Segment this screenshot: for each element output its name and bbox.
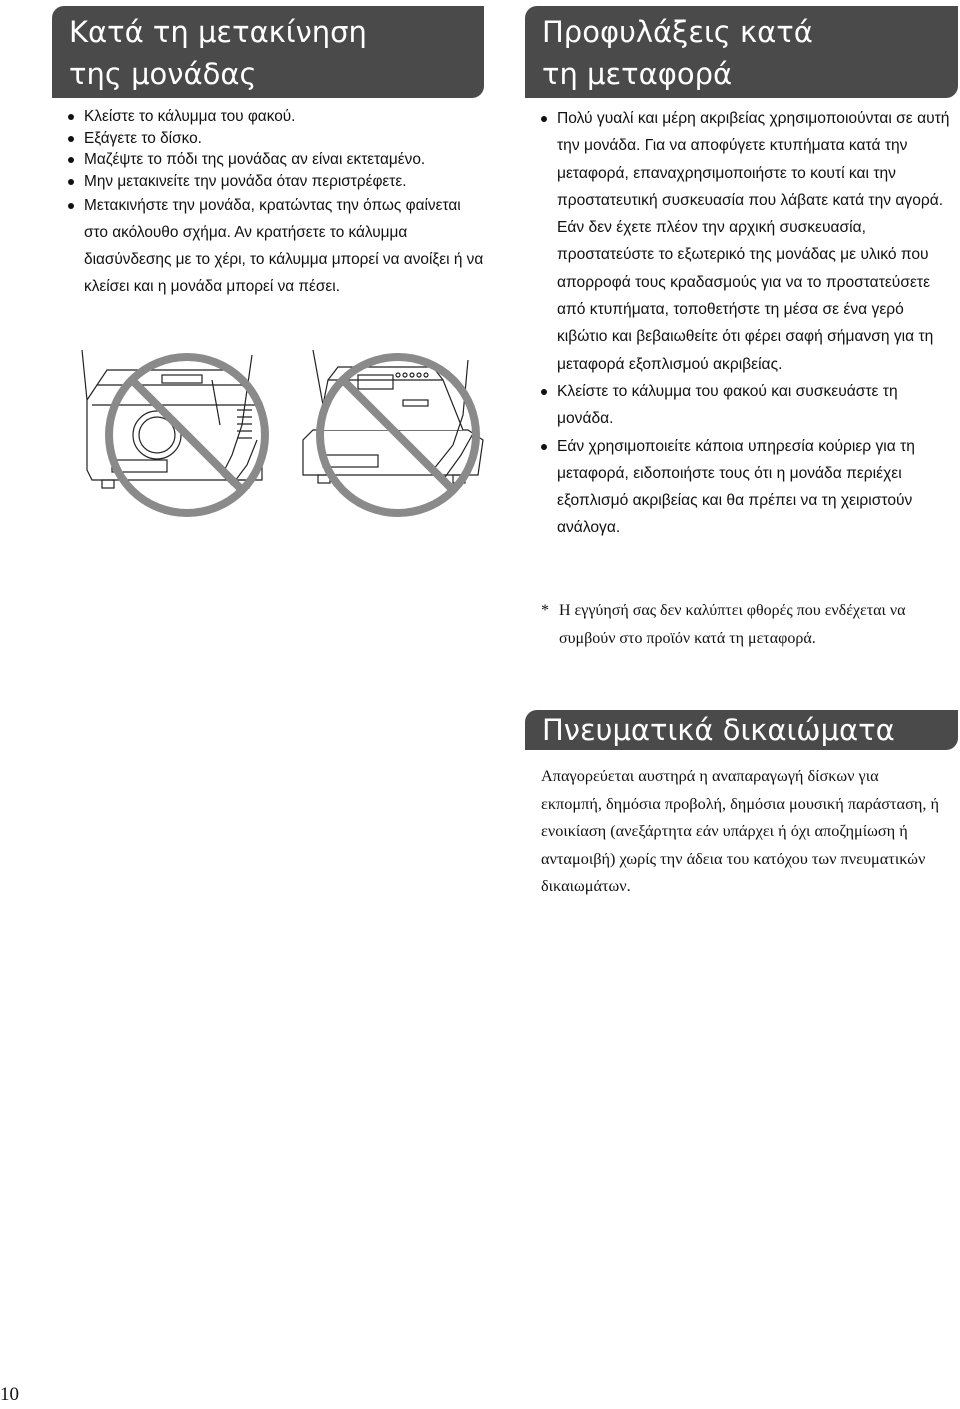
moving-unit-list — [68, 106, 488, 300]
copyright-heading — [525, 710, 958, 750]
transport-precautions-heading — [525, 6, 958, 98]
list-item: Πολύ γυαλί και μέρη ακριβείας χρησιμοποιούνται σε αυτή την μονάδα. Για να αποφύγετε κτυπήματα κατά την μεταφορά, επαναχρησιμοποιήστε το κουτί και την προστατευτική συσκευασία που λάβατε κατά την αγορά. Εάν δεν έχετε πλέον την αρχική συσκευασία, προστατεύστε το εξωτερικό της μονάδας με υλικό που απορροφά τους κραδασμούς για να το προστατεύσετε από κτυπήματα, τοποθετήστε τη μέσα σε ένα γερό κιβώτιο και βεβαιωθείτε ότι φέρει σαφή σήμανση για τη μεταφορά εξοπλισμού ακριβείας. — [541, 105, 951, 378]
list-item: Μαζέψτε το πόδι της μονάδας αν είναι εκτεταμένο. — [68, 149, 488, 171]
list-item: Εάν χρησιμοποιείτε κάποια υπηρεσία κούριερ για τη μεταφορά, ειδοποιήστε τους ότι η μονάδα περιέχει εξοπλισμό ακριβείας και θα πρέπει να τη χειριστούν ανάλογα. — [541, 433, 951, 542]
list-item: Κλείστε το κάλυμμα του φακού και συσκευάστε τη μονάδα. — [541, 378, 951, 433]
list-item: Εξάγετε το δίσκο. — [68, 128, 488, 150]
moving-unit-heading — [52, 6, 484, 98]
note-text: Η εγγύησή σας δεν καλύπτει φθορές που ενδέχεται να συμβούν στο προϊόν κατά τη μεταφορά. — [559, 602, 906, 647]
copyright-heading-text: Πνευματικά δικαιώματα — [542, 713, 895, 747]
projector-held-by-sides-prohibited-icon — [72, 345, 302, 520]
moving-unit-heading-line1: Κατά τη μετακίνηση — [69, 15, 367, 49]
transport-precautions-heading-line2: τη μεταφορά — [542, 57, 733, 91]
list-item: Μην μετακινείτε την μονάδα όταν περιστρέφετε. — [68, 171, 488, 193]
moving-unit-heading-line2: της μονάδας — [69, 57, 257, 91]
list-item: Μετακινήστε την μονάδα, κρατώντας την όπως φαίνεται στο ακόλουθο σχήμα. Αν κρατήσετε το κάλυμμα διασύνδεσης με το χέρι, το κάλυμμα μπορεί να ανοίξει ή να κλείσει και η μονάδα μπορεί να πέσει. — [68, 192, 488, 300]
projector-held-by-cover-prohibited-icon — [283, 345, 513, 520]
transport-precautions-heading-line1: Προφυλάξεις κατά — [542, 15, 813, 49]
list-item: Κλείστε το κάλυμμα του φακού. — [68, 106, 488, 128]
transport-precautions-list — [541, 105, 951, 542]
copyright-text: Απαγορεύεται αυστηρά η αναπαραγωγή δίσκων για εκπομπή, δημόσια προβολή, δημόσια μουσική παράσταση, ή ενοικίαση (ανεξάρτητα εάν υπάρχει ή όχι αποζημίωση ή ανταμοιβή) χωρίς την άδεια του κατόχου των πνευματικών δικαιωμάτων. — [541, 766, 940, 895]
note-symbol: * — [541, 602, 549, 619]
page-number: 10 — [0, 1384, 19, 1405]
warranty-note — [541, 597, 951, 652]
